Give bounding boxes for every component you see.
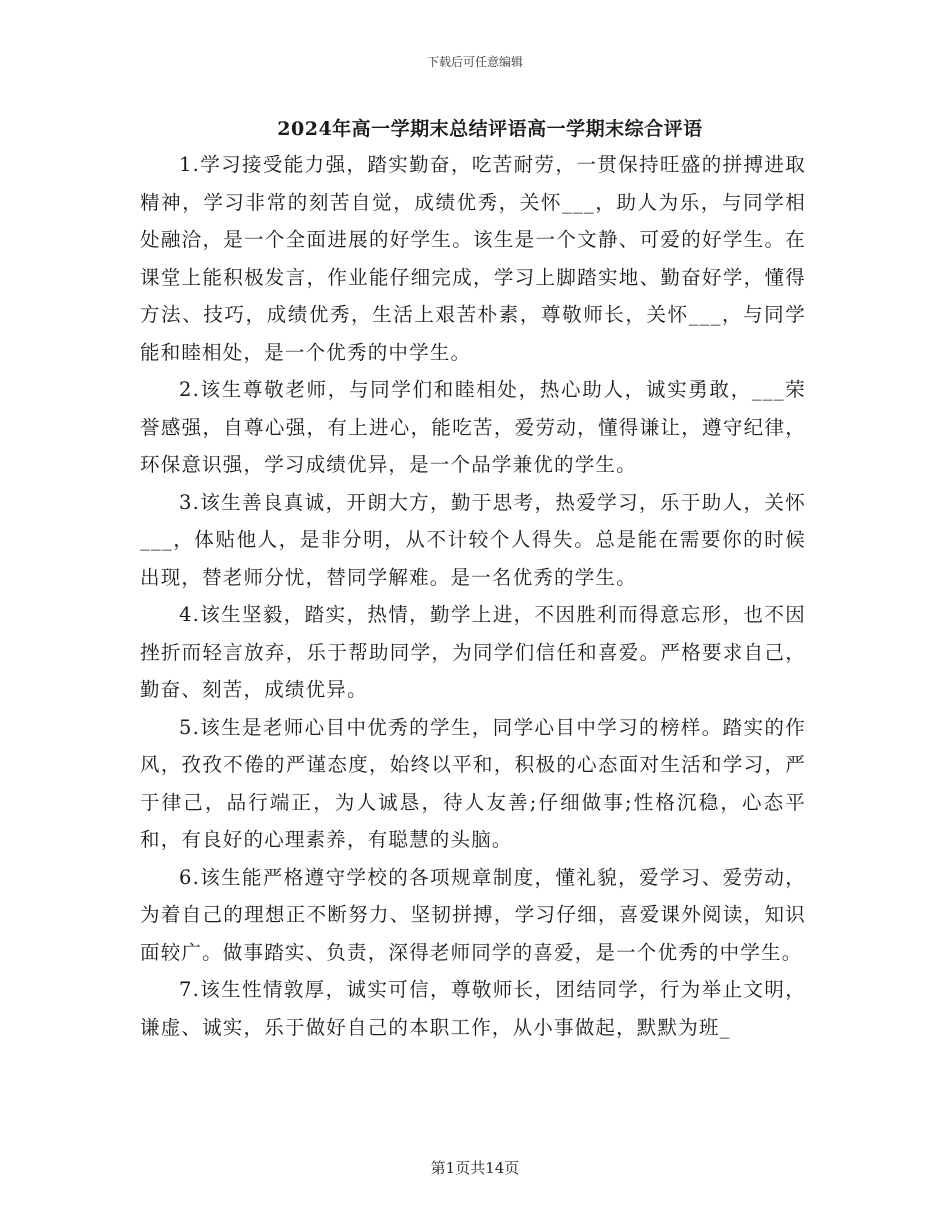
paragraph-6: 6.该生能严格遵守学校的各项规章制度，懂礼貌，爱学习、爱劳动，为着自己的理想正不断努力、坚韧拼搏，学习仔细，喜爱课外阅读，知识面较广。做事踏实、负责，深得老师同学的喜爱，是一个优秀的中学生。: [140, 865, 806, 964]
document-body: [140, 146, 806, 1046]
paragraph-3: 3.该生善良真诚，开朗大方，勤于思考，热爱学习，乐于助人，关怀___，体贴他人，是非分明，从不计较个人得失。总是能在需要你的时候出现，替老师分忧，替同学解难。是一名优秀的学生。: [140, 490, 806, 589]
paragraph-7: 7.该生性情敦厚，诚实可信，尊敬师长，团结同学，行为举止文明，谦虚、诚实，乐于做好自己的本职工作，从小事做起，默默为班_: [140, 978, 806, 1039]
header-note: 下载后可任意编辑: [426, 55, 523, 69]
paragraph-2: 2.该生尊敬老师，与同学们和睦相处，热心助人，诚实勇敢，___荣誉感强，自尊心强，有上进心，能吃苦，爱劳动，懂得谦让，遵守纪律，环保意识强，学习成绩优异，是一个品学兼优的学生。: [140, 378, 806, 476]
page-footer: 第1页共14页: [430, 1159, 520, 1177]
paragraph-5: 5.该生是老师心目中优秀的学生，同学心目中学习的榜样。踏实的作风，孜孜不倦的严谨态度，始终以平和，积极的心态面对生活和学习，严于律己，品行端正，为人诚恳，待人友善;仔细做事;性格沉稳，心态平和，有良好的心理素养，有聪慧的头脑。: [140, 715, 806, 851]
paragraph-4: 4.该生坚毅，踏实，热情，勤学上进，不因胜利而得意忘形，也不因挫折而轻言放弃，乐于帮助同学，为同学们信任和喜爱。严格要求自己，勤奋、刻苦，成绩优异。: [140, 603, 806, 701]
paragraph-1: 1.学习接受能力强，踏实勤奋，吃苦耐劳，一贯保持旺盛的拼搏进取精神，学习非常的刻苦自觉，成绩优秀，关怀___，助人为乐，与同学相处融洽，是一个全面进展的好学生。该生是一个文静、可爱的好学生。在课堂上能积极发言，作业能仔细完成，学习上脚踏实地、勤奋好学，懂得方法、技巧，成绩优秀，生活上艰苦朴素，尊敬师长，关怀___，与同学能和睦相处，是一个优秀的中学生。: [140, 153, 806, 364]
document-title: 2024年高一学期末总结评语高一学期末综合评语: [277, 118, 703, 140]
